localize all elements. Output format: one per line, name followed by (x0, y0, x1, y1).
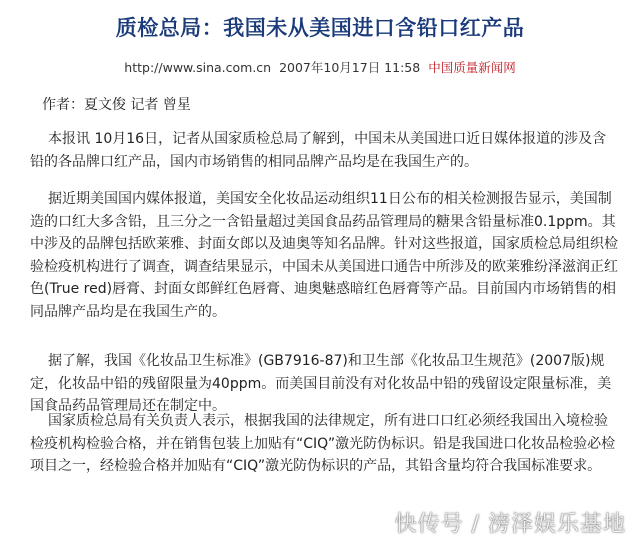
paragraph-1-text: 本报讯 10月16日，记者从国家质检总局了解到，中国未从美国进口近日媒体报道的涉及含铅的各品牌口红产品，国内市场销售的相同品牌产品均是在我国生产的。 (30, 131, 607, 170)
paragraph-3 (30, 350, 620, 418)
article-headline: 质检总局：我国未从美国进口含铅口红产品 (115, 16, 525, 40)
source-url-link[interactable]: http://www.sina.com.cn (124, 60, 272, 75)
article-meta (0, 58, 640, 76)
publish-datetime: 2007年10月17日 11:58 (279, 60, 421, 75)
watermark: 快传号 / 滂泽娱乐基地 (394, 512, 626, 537)
paragraph-4-text: 国家质检总局有关负责人表示，根据我国的法律规定，所有进口口红必须经我国出入境检验检疫机构检验合格，并在销售包装上加贴有“CIQ”激光防伪标识。铅是我国进口化妆品检验必检项目之一，经检验合格并加贴有“CIQ”激光防伪标识的产品，其铅含量均符合我国标准要求。 (30, 413, 616, 474)
byline: 作者：夏文俊 记者 曾星 (42, 97, 191, 113)
paragraph-1 (30, 128, 620, 173)
source-name-link[interactable]: 中国质量新闻网 (428, 60, 516, 75)
paragraph-4 (30, 410, 620, 478)
paragraph-2 (30, 188, 620, 323)
paragraph-2-text: 据近期美国国内媒体报道，美国安全化妆品运动组织11日公布的相关检测报告显示，美国制造的口红大多含铅，且三分之一含铅量超过美国食品药品管理局的糖果含铅量标准0.1ppm。其中涉及的品牌包括欧莱雅、封面女郎以及迪奥等知名品牌。针对这些报道，国家质检总局组织检验检疫机构进行了调查，调查结果显示，中国未从美国进口通告中所涉及的欧莱雅纷泽滋润正红色(True red)唇膏、封面女郎鲜红色唇膏、迪奥魅惑暗红色唇膏等产品。目前国内市场销售的相同品牌产品均是在我国生产的。 (30, 191, 618, 320)
paragraph-3-text: 据了解，我国《化妆品卫生标准》(GB7916-87)和卫生部《化妆品卫生规范》(2007版)规定，化妆品中铅的残留限量为40ppm。而美国目前没有对化妆品中铅的残留设定限量标准，美国食品药品管理局还在制定中。 (30, 353, 612, 414)
